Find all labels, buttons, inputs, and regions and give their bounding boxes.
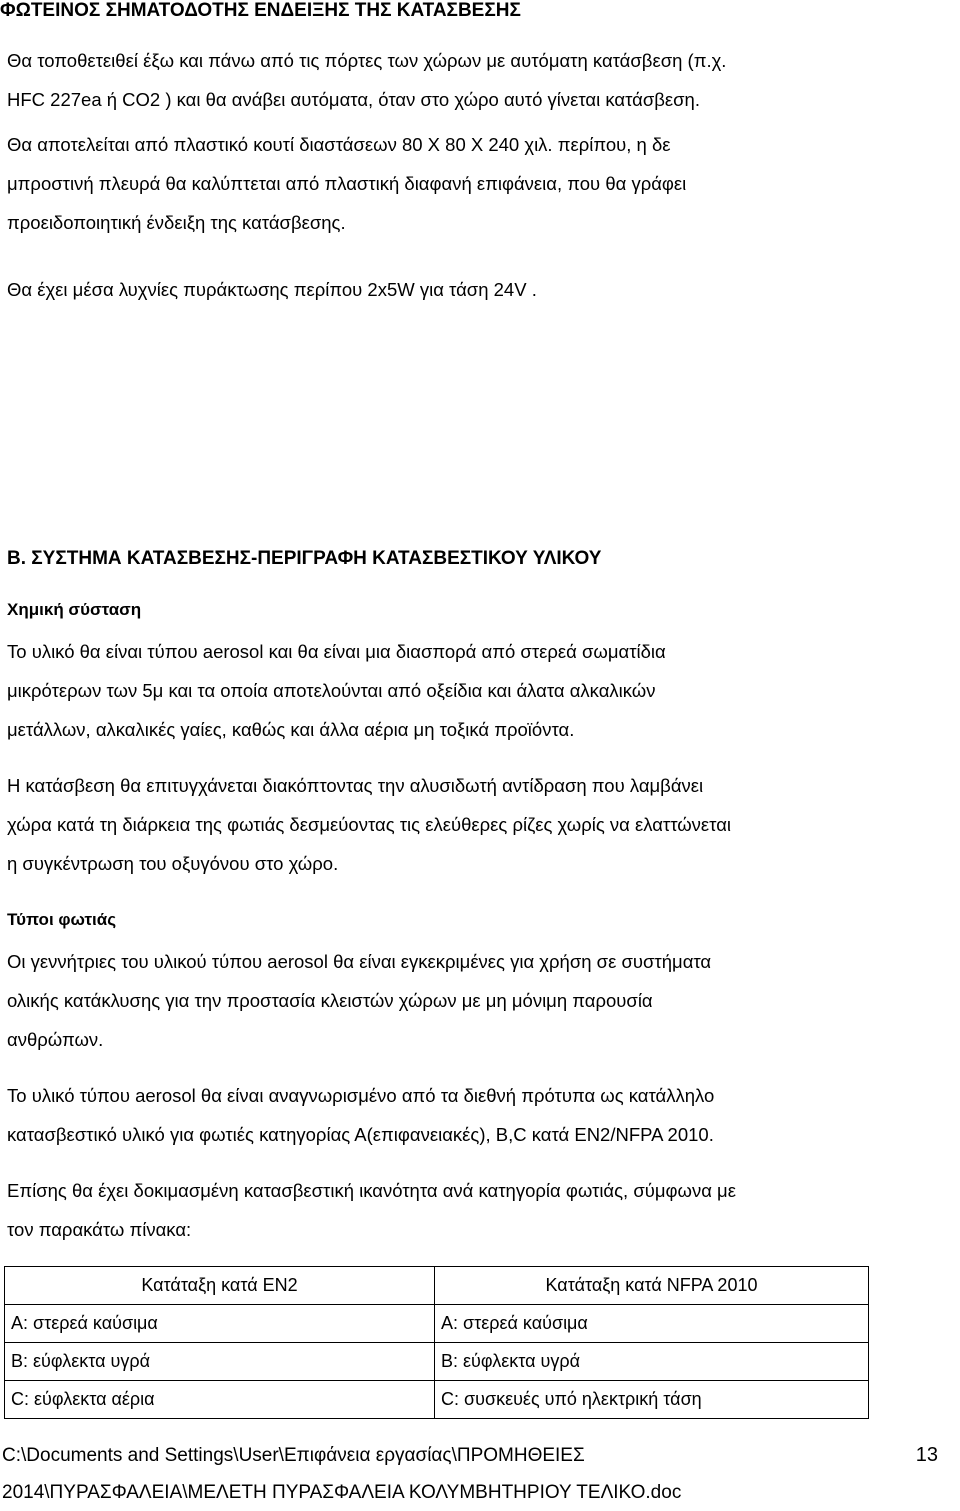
fire-types-heading: Τύποι φωτιάς [7,910,117,929]
table-cell: C: συσκευές υπό ηλεκτρική τάση [435,1381,869,1419]
table-cell: Β: εύφλεκτα υγρά [435,1343,869,1381]
table-cell: Α: στερεά καύσιμα [5,1305,435,1343]
section-b-paragraph-3 [7,942,957,1059]
text-line: Θα έχει μέσα λυχνίες πυράκτωσης περίπου 2x5W για τάση 24V . [7,279,537,300]
fire-classification-table [4,1266,869,1419]
table-header-cell: Κατάταξη κατά ΕΝ2 [5,1267,435,1305]
section-a-paragraph-3 [7,270,957,309]
table-header-cell: Κατάταξη κατά NFPA 2010 [435,1267,869,1305]
table-cell: Β: εύφλεκτα υγρά [5,1343,435,1381]
section-b-paragraph-4 [7,1076,957,1154]
table-cell: Α: στερεά καύσιμα [435,1305,869,1343]
footer-path-line: 2014\ΠΥΡΑΣΦΑΛΕΙΑ\ΜΕΛΕΤΗ ΠΥΡΑΣΦΑΛΕΙΑ ΚΟΛΥΜΒΗΤΗΡΙΟΥ ΤΕΛΙΚΟ.doc [2,1482,682,1503]
text-line: η συγκέντρωση του οξυγόνου στο χώρο. [7,853,339,874]
footer-path-line: C:\Documents and Settings\User\Επιφάνεια εργασίας\ΠΡΟΜΗΘΕΙΕΣ [2,1445,585,1466]
table-row [5,1305,869,1343]
text-line: κατασβεστικό υλικό για φωτιές κατηγορίας Α(επιφανειακές), Β,C κατά ΕΝ2/NFPA 2010. [7,1124,714,1145]
section-a-title: ΦΩΤΕΙΝΟΣ ΣΗΜΑΤΟΔΟΤΗΣ ΕΝΔΕΙΞΗΣ ΤΗΣ ΚΑΤΑΣΒΕΣΗΣ [0,0,521,21]
section-b-paragraph-1 [7,632,957,749]
text-line: Οι γεννήτριες του υλικού τύπου aerosol θα είναι εγκεκριμένες για χρήση σε συστήματα [7,951,712,972]
text-line: Το υλικό τύπου aerosol θα είναι αναγνωρισμένο από τα διεθνή πρότυπα ως κατάλληλο [7,1085,715,1106]
text-line: χώρα κατά τη διάρκεια της φωτιάς δεσμεύοντας τις ελεύθερες ρίζες χωρίς να ελαττώνεται [7,814,732,835]
table-row [5,1381,869,1419]
chemical-composition-heading: Χημική σύσταση [7,600,142,619]
text-line: Το υλικό θα είναι τύπου aerosol και θα είναι μια διασπορά από στερεά σωματίδια [7,641,666,662]
section-a-paragraph-1 [7,41,957,119]
text-line: Η κατάσβεση θα επιτυγχάνεται διακόπτοντας την αλυσιδωτή αντίδραση που λαμβάνει [7,775,704,796]
text-line: Θα αποτελείται από πλαστικό κουτί διαστάσεων 80 Χ 80 Χ 240 χιλ. περίπου, η δε [7,134,671,155]
text-line: HFC 227ea ή CO2 ) και θα ανάβει αυτόματα, όταν στο χώρο αυτό γίνεται κατάσβεση. [7,89,700,110]
table-cell: C: εύφλεκτα αέρια [5,1381,435,1419]
footer-file-path [2,1437,681,1511]
section-b-paragraph-2 [7,766,957,883]
text-line: προειδοποιητική ένδειξη της κατάσβεσης. [7,212,346,233]
text-line: Θα τοποθετειθεί έξω και πάνω από τις πόρτες των χώρων με αυτόματη κατάσβεση (π.χ. [7,50,727,71]
section-b-paragraph-5 [7,1171,957,1249]
page-number: 13 [915,1444,938,1466]
table-header-row [5,1267,869,1305]
section-a-paragraph-2 [7,125,957,242]
text-line: ανθρώπων. [7,1029,104,1050]
text-line: μικρότερων των 5μ και τα οποία αποτελούνται από οξείδια και άλατα αλκαλικών [7,680,656,701]
text-line: μπροστινή πλευρά θα καλύπτεται από πλαστική διαφανή επιφάνεια, που θα γράφει [7,173,687,194]
text-line: μετάλλων, αλκαλικές γαίες, καθώς και άλλα αέρια μη τοξικά προϊόντα. [7,719,575,740]
section-b-title: Β. ΣΥΣΤΗΜΑ ΚΑΤΑΣΒΕΣΗΣ-ΠΕΡΙΓΡΑΦΗ ΚΑΤΑΣΒΕΣΤΙΚΟΥ ΥΛΙΚΟΥ [7,548,602,569]
table-row [5,1343,869,1381]
text-line: ολικής κατάκλυσης για την προστασία κλειστών χώρων με μη μόνιμη παρουσία [7,990,653,1011]
text-line: τον παρακάτω πίνακα: [7,1219,192,1240]
text-line: Επίσης θα έχει δοκιμασμένη κατασβεστική ικανότητα ανά κατηγορία φωτιάς, σύμφωνα με [7,1180,736,1201]
